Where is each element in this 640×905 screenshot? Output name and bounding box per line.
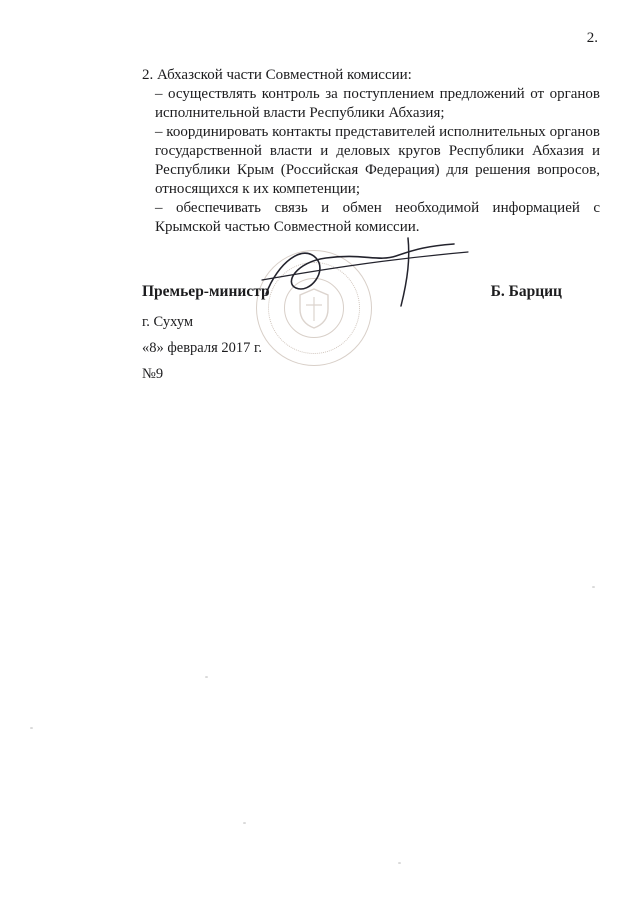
section-heading: 2. Абхазской части Совместной комиссии: [142,67,412,83]
list-item: – координировать контакты представителей исполнительных органов государственной власти и деловых кругов Республики Абхазия и Республики Крым (Российская Федерация) для решения вопросов, относящихся к их компетенции; [155,124,600,197]
document-body [142,66,600,237]
list-item: – обеспечивать связь и обмен необходимой информацией с Крымской частью Совместной комиссии. [155,200,600,235]
scan-speck [592,586,595,588]
date-line: «8» февраля 2017 г. [142,340,262,356]
signer-name: Б. Барциц [490,283,562,300]
scan-speck [30,727,33,729]
signer-title: Премьер-министр [142,283,270,300]
list-item: – осуществлять контроль за поступлением предложений от органов исполнительной власти Республики Абхазия; [155,86,600,121]
page-number: 2. [586,30,598,46]
scan-speck [243,822,246,824]
scan-speck [205,676,208,678]
document-footer [142,314,262,392]
handwritten-signature [258,232,473,317]
bullet-list [155,85,600,237]
scan-speck [398,862,401,864]
doc-number: №9 [142,366,164,382]
place-line: г. Сухум [142,314,194,330]
signature-row [142,283,600,301]
